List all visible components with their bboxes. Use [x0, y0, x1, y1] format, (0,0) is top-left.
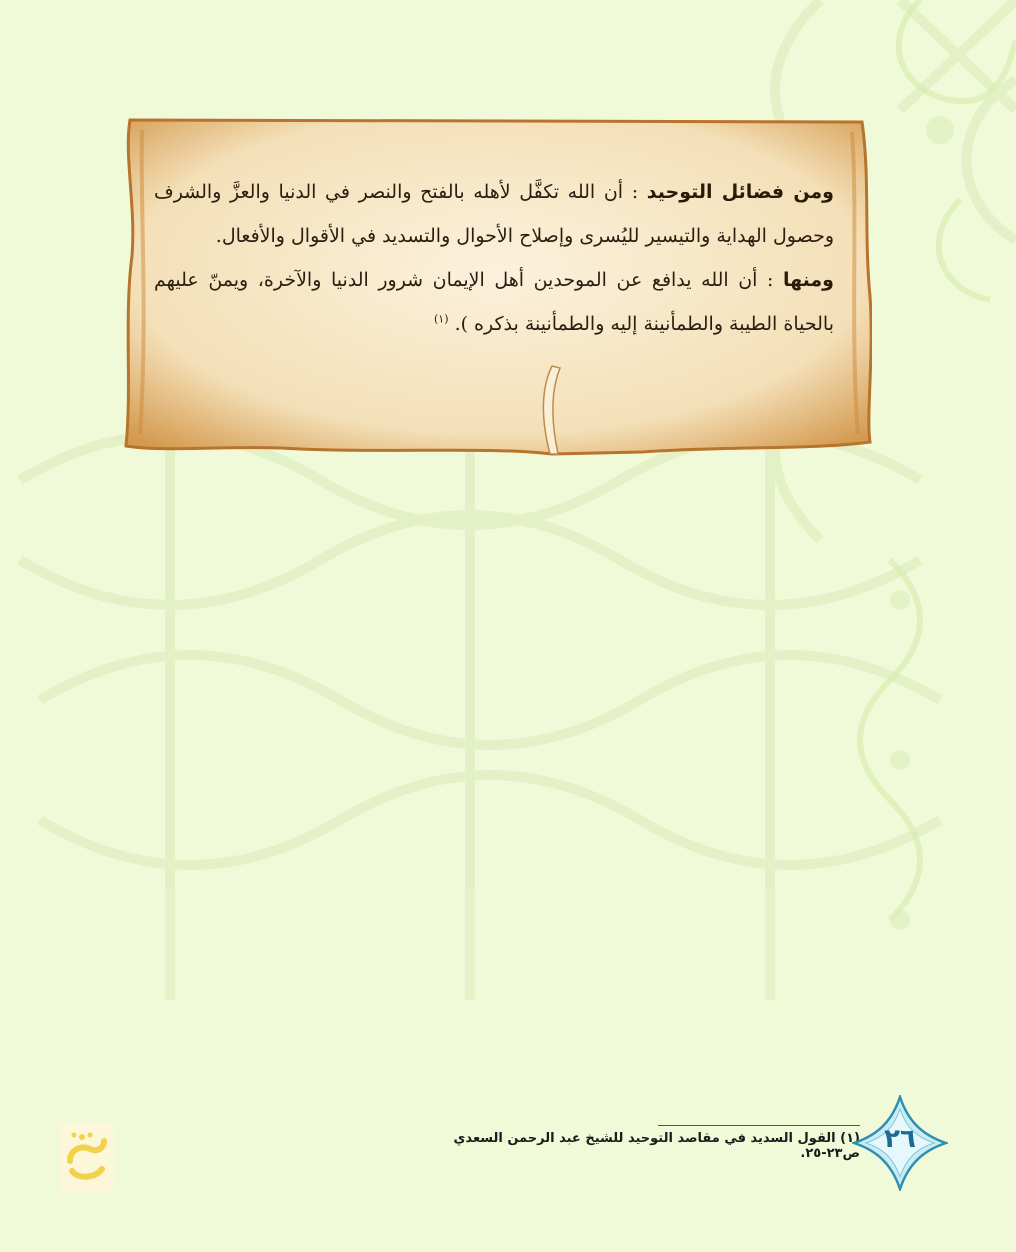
- paragraph-protection: [154, 258, 834, 346]
- footnote-divider: [658, 1125, 860, 1126]
- paragraph-2-lead: ومنها: [782, 269, 834, 291]
- paragraph-2-text: : أن الله يدافع عن الموحدين أهل الإيمان شرور الدنيا والآخرة، ويمنّ عليهم بالحياة الطيبة والطمأنينة إليه والطمأنينة بذكره ).: [154, 269, 834, 335]
- publisher-logo-icon: [60, 1123, 114, 1191]
- footnote-reference: (١): [434, 312, 449, 326]
- paragraph-virtues-of-tawhid: [154, 170, 834, 258]
- page-number: ٢٦: [884, 1124, 916, 1154]
- body-text: [154, 170, 834, 346]
- paragraph-1-text: : أن الله تكفَّل لأهله بالفتح والنصر في الدنيا والعزَّ والشرف وحصول الهداية والتيسير لليُسرى وإصلاح الأحوال والتسديد في الأقوال والأفعال.: [154, 181, 834, 247]
- paragraph-1-lead: ومن فضائل التوحيد: [646, 181, 834, 203]
- footnote-text: (١) القول السديد في مقاصد التوحيد للشيخ عبد الرحمن السعدي ص٢٣-٢٥.: [453, 1131, 860, 1161]
